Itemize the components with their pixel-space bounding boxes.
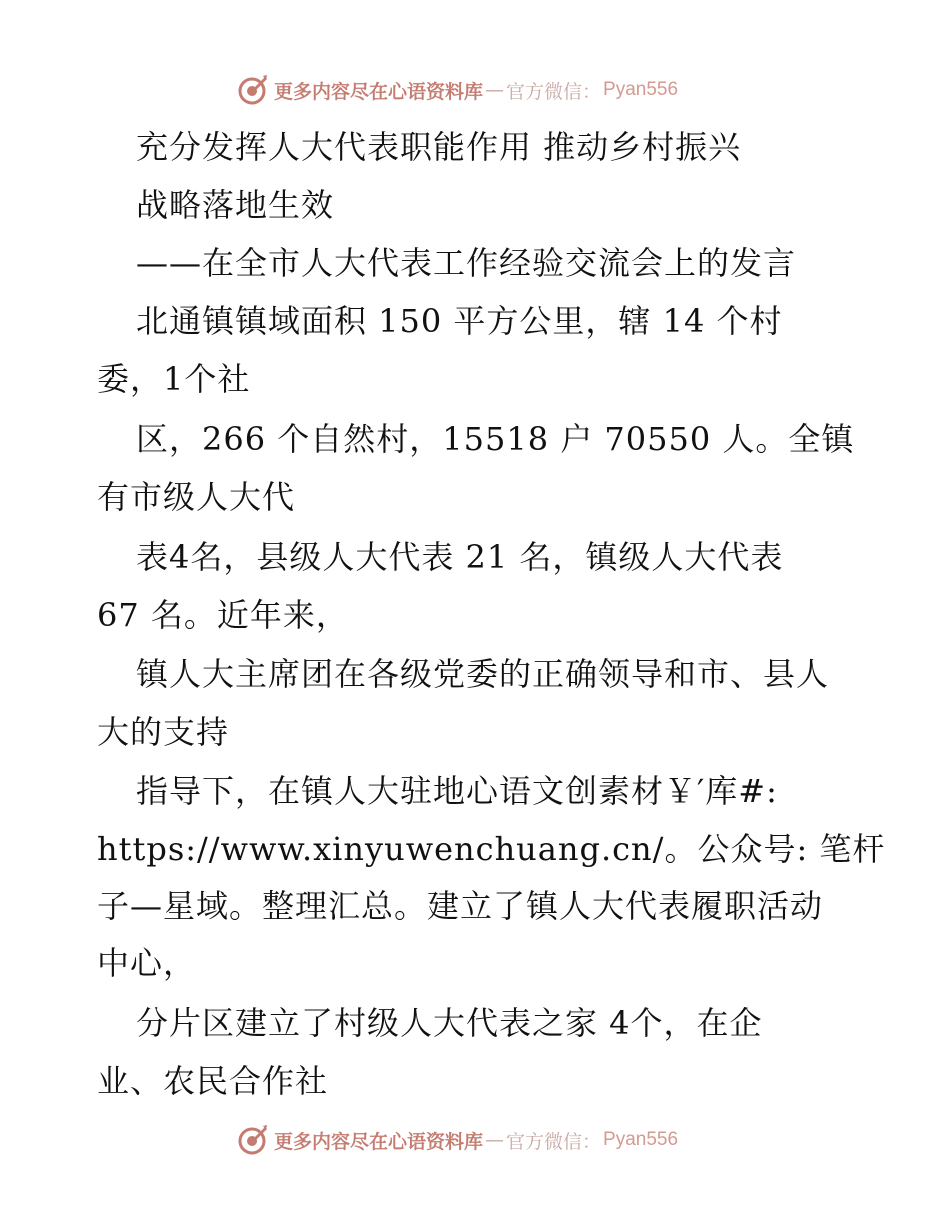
body-line: 分片区建立了村级人大代表之家 4个，在企 (136, 1004, 763, 1042)
body-line: 业、农民合作社 (97, 1062, 329, 1100)
watermark-wechat-label: 官方微信： (506, 1130, 602, 1153)
body-line: 委，1个社 (97, 360, 251, 398)
body-line: 镇人大主席团在各级党委的正确领导和市、县人 (136, 655, 830, 693)
watermark-banner-bottom (236, 1122, 716, 1158)
quill-logo-icon (236, 1124, 268, 1156)
quill-logo-icon (236, 74, 268, 106)
watermark-wechat-id: Pyan556 (603, 79, 679, 100)
body-line: 区，266 个自然村，15518 户 70550 人。全镇 (136, 420, 855, 458)
body-line: 指导下，在镇人大驻地心语文创素材￥′库#: (136, 772, 778, 810)
document-title-line-2: 战略落地生效 (136, 186, 335, 224)
body-line: 表4名，县级人大代表 21 名，镇级人大代表 (136, 538, 784, 576)
watermark-separator: — (485, 1129, 505, 1151)
body-line: https://www.xinyuwenchuang.cn/。公众号: 笔杆 (97, 830, 886, 868)
document-subtitle: ——在全市人大代表工作经验交流会上的发言 (136, 244, 797, 282)
watermark-wechat-id: Pyan556 (603, 1129, 679, 1150)
body-line: 北通镇镇域面积 150 平方公里，辖 14 个村 (136, 302, 783, 340)
body-line: 67 名。近年来， (97, 596, 349, 634)
body-line: 子—星域。整理汇总。建立了镇人大代表履职活动 (97, 887, 824, 925)
document-title-line-1: 充分发挥人大代表职能作用 推动乡村振兴 (136, 128, 742, 166)
watermark-site-text: 更多内容尽在心语资料库 (274, 1130, 484, 1153)
watermark-site-text: 更多内容尽在心语资料库 (274, 80, 484, 103)
watermark-wechat-label: 官方微信： (506, 80, 602, 103)
body-line: 大的支持 (97, 713, 230, 751)
body-line: 中心， (97, 944, 197, 982)
body-line: 有市级人大代 (97, 478, 296, 516)
watermark-banner-top (236, 72, 716, 108)
watermark-separator: — (485, 79, 505, 101)
